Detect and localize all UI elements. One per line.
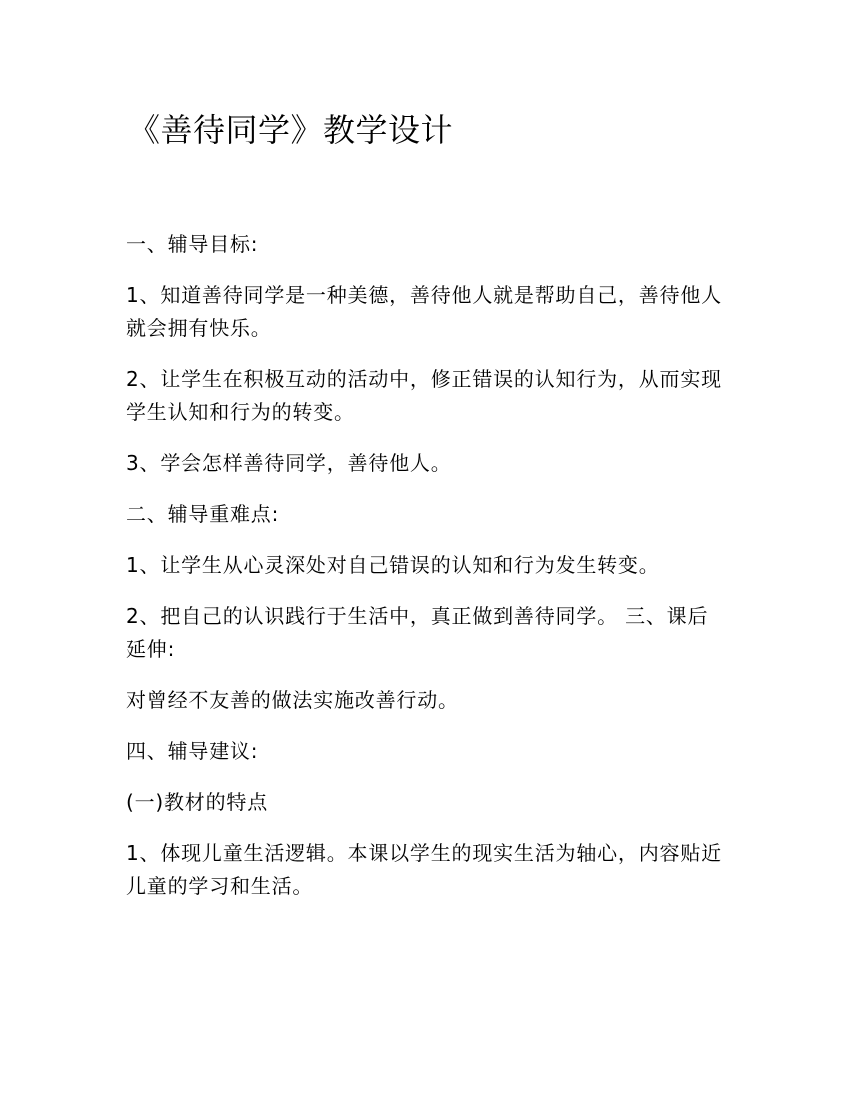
goal-item-1: 1、知道善待同学是一种美德，善待他人就是帮助自己，善待他人就会拥有快乐。	[126, 283, 722, 340]
goal-item-3: 3、学会怎样善待同学，善待他人。	[126, 451, 452, 475]
key-point-item-2: 2、把自己的认识践行于生活中，真正做到善待同学。 三、课后延伸:	[126, 604, 709, 661]
key-point-item-1: 1、让学生从心灵深处对自己错误的认知和行为发生转变。	[126, 553, 660, 577]
extension-text: 对曾经不友善的做法实施改善行动。	[126, 688, 459, 712]
section-heading-suggestions: 四、辅导建议:	[126, 739, 259, 763]
material-item-1: 1、体现儿童生活逻辑。本课以学生的现实生活为轴心，内容贴近儿童的学习和生活。	[126, 841, 722, 898]
subsection-heading-material: (一)教材的特点	[126, 790, 269, 814]
document-body	[126, 228, 726, 921]
section-heading-goals: 一、辅导目标:	[126, 232, 259, 256]
document-title: 《善待同学》教学设计	[128, 111, 454, 149]
section-heading-key-points: 二、辅导重难点:	[126, 502, 280, 526]
goal-item-2: 2、让学生在积极互动的活动中，修正错误的认知行为，从而实现学生认知和行为的转变。	[126, 367, 722, 424]
